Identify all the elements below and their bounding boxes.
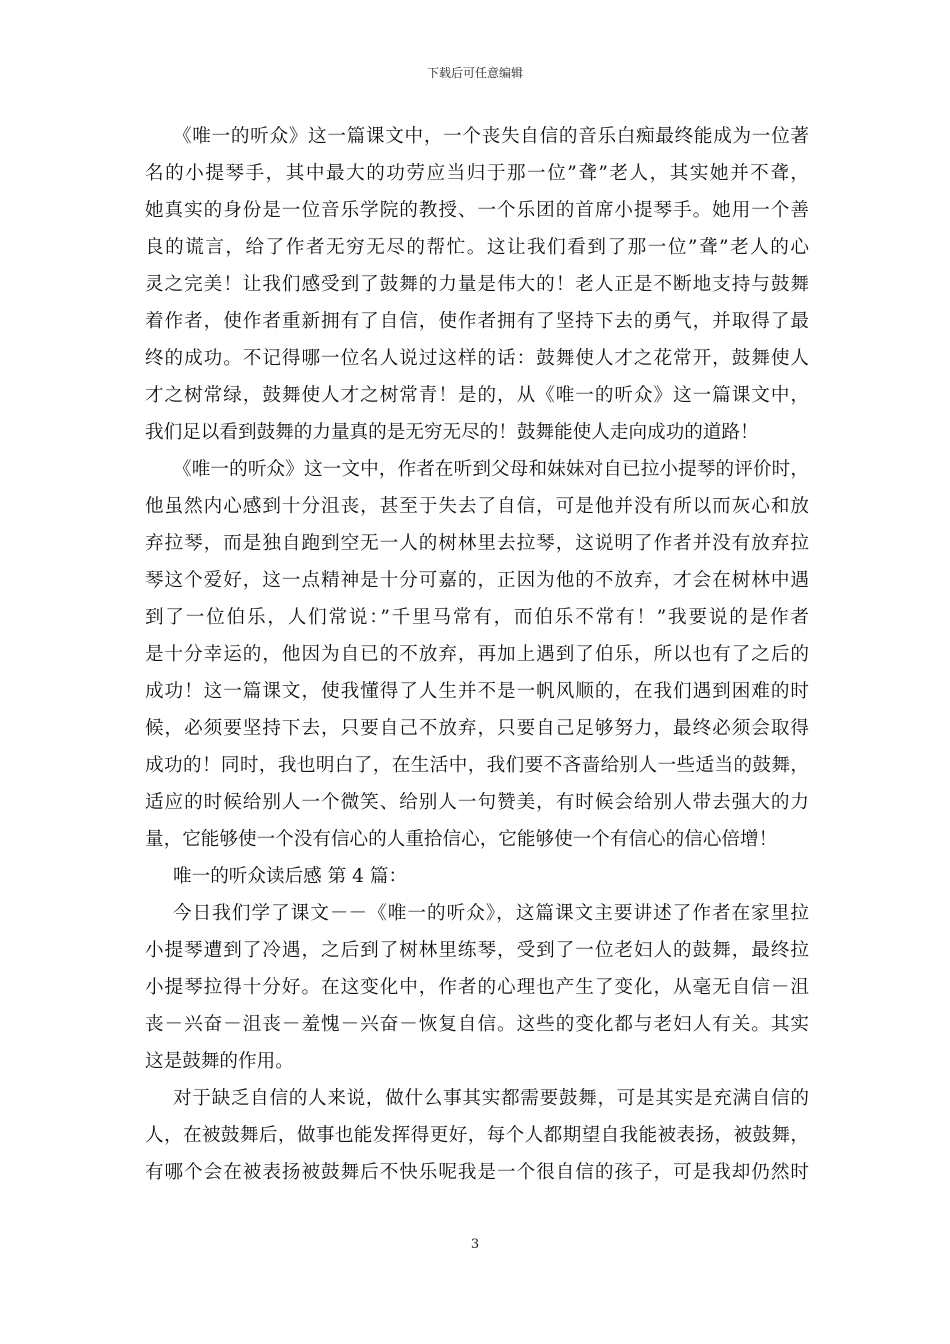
paragraph <box>145 118 809 451</box>
text-line: 名的小提琴手，其中最大的功劳应当归于那一位”聋”老人，其实她并不聋， <box>145 163 809 184</box>
text-line: 小提琴拉得十分好。在这变化中，作者的心理也产生了变化，从毫无自信－沮 <box>145 977 809 998</box>
text-line: 他虽然内心感到十分沮丧，甚至于失去了自信，可是他并没有所以而灰心和放 <box>145 496 809 517</box>
text-line: 到了一位伯乐，人们常说：”千里马常有，而伯乐不常有！”我要说的是作者 <box>145 607 809 628</box>
text-line: 《唯一的听众》这一文中，作者在听到父母和妹妹对自已拉小提琴的评价时， <box>173 459 809 480</box>
text-line: 我们足以看到鼓舞的力量真的是无穷无尽的！鼓舞能使人走向成功的道路！ <box>145 422 759 443</box>
text-line: 才之树常绿，鼓舞使人才之树常青！是的，从《唯一的听众》这一篇课文中， <box>145 385 809 406</box>
section-heading: 唯一的听众读后感 第 4 篇： <box>173 866 408 887</box>
text-line: 琴这个爱好，这一点精神是十分可嘉的，正因为他的不放弃，才会在树林中遇 <box>145 570 809 591</box>
text-line: 人，在被鼓舞后，做事也能发挥得更好，每个人都期望自我能被表扬，被鼓舞， <box>145 1125 809 1146</box>
text-line: 小提琴遭到了冷遇，之后到了树林里练琴，受到了一位老妇人的鼓舞，最终拉 <box>145 940 809 961</box>
text-line: 她真实的身份是一位音乐学院的教授、一个乐团的首席小提琴手。她用一个善 <box>145 200 809 221</box>
text-line: 灵之完美！让我们感受到了鼓舞的力量是伟大的！老人正是不断地支持与鼓舞 <box>145 274 809 295</box>
text-line: 有哪个会在被表扬被鼓舞后不快乐呢我是一个很自信的孩子，可是我却仍然时 <box>145 1162 809 1183</box>
text-line: 丧－兴奋－沮丧－羞愧－兴奋－恢复自信。这些的变化都与老妇人有关。其实 <box>145 1014 809 1035</box>
page-header: 下载后可任意编辑 <box>426 66 523 80</box>
paragraph <box>145 1080 809 1191</box>
page-number: 3 <box>470 1237 480 1252</box>
text-line: 终的成功。不记得哪一位名人说过这样的话：鼓舞使人才之花常开，鼓舞使人 <box>145 348 809 369</box>
text-line: 弃拉琴，而是独自跑到空无一人的树林里去拉琴，这说明了作者并没有放弃拉 <box>145 533 809 554</box>
text-line: 成功的！同时，我也明白了，在生活中，我们要不吝啬给别人一些适当的鼓舞， <box>145 755 809 776</box>
text-line: 着作者，使作者重新拥有了自信，使作者拥有了坚持下去的勇气，并取得了最 <box>145 311 809 332</box>
paragraph <box>145 895 809 1080</box>
text-line: 《唯一的听众》这一篇课文中，一个丧失自信的音乐白痴最终能成为一位著 <box>173 126 809 147</box>
text-line: 候，必须要坚持下去，只要自己不放弃，只要自己足够努力，最终必须会取得 <box>145 718 809 739</box>
paragraph <box>145 451 809 858</box>
text-line: 是十分幸运的，他因为自已的不放弃，再加上遇到了伯乐，所以也有了之后的 <box>145 644 809 665</box>
text-line: 今日我们学了课文－－《唯一的听众》，这篇课文主要讲述了作者在家里拉 <box>173 903 809 924</box>
text-line: 适应的时候给别人一个微笑、给别人一句赞美，有时候会给别人带去强大的力 <box>145 792 809 813</box>
text-line: 良的谎言，给了作者无穷无尽的帮忙。这让我们看到了那一位”聋”老人的心 <box>145 237 809 258</box>
text-line: 对于缺乏自信的人来说，做什么事其实都需要鼓舞，可是其实是充满自信的 <box>173 1088 809 1109</box>
document-body <box>145 118 809 1191</box>
text-line: 成功！这一篇课文，使我懂得了人生并不是一帆风顺的，在我们遇到困难的时 <box>145 681 809 702</box>
text-line: 量，它能够使一个没有信心的人重拾信心，它能够使一个有信心的信心倍增！ <box>145 829 778 850</box>
text-line: 这是鼓舞的作用。 <box>145 1051 294 1072</box>
